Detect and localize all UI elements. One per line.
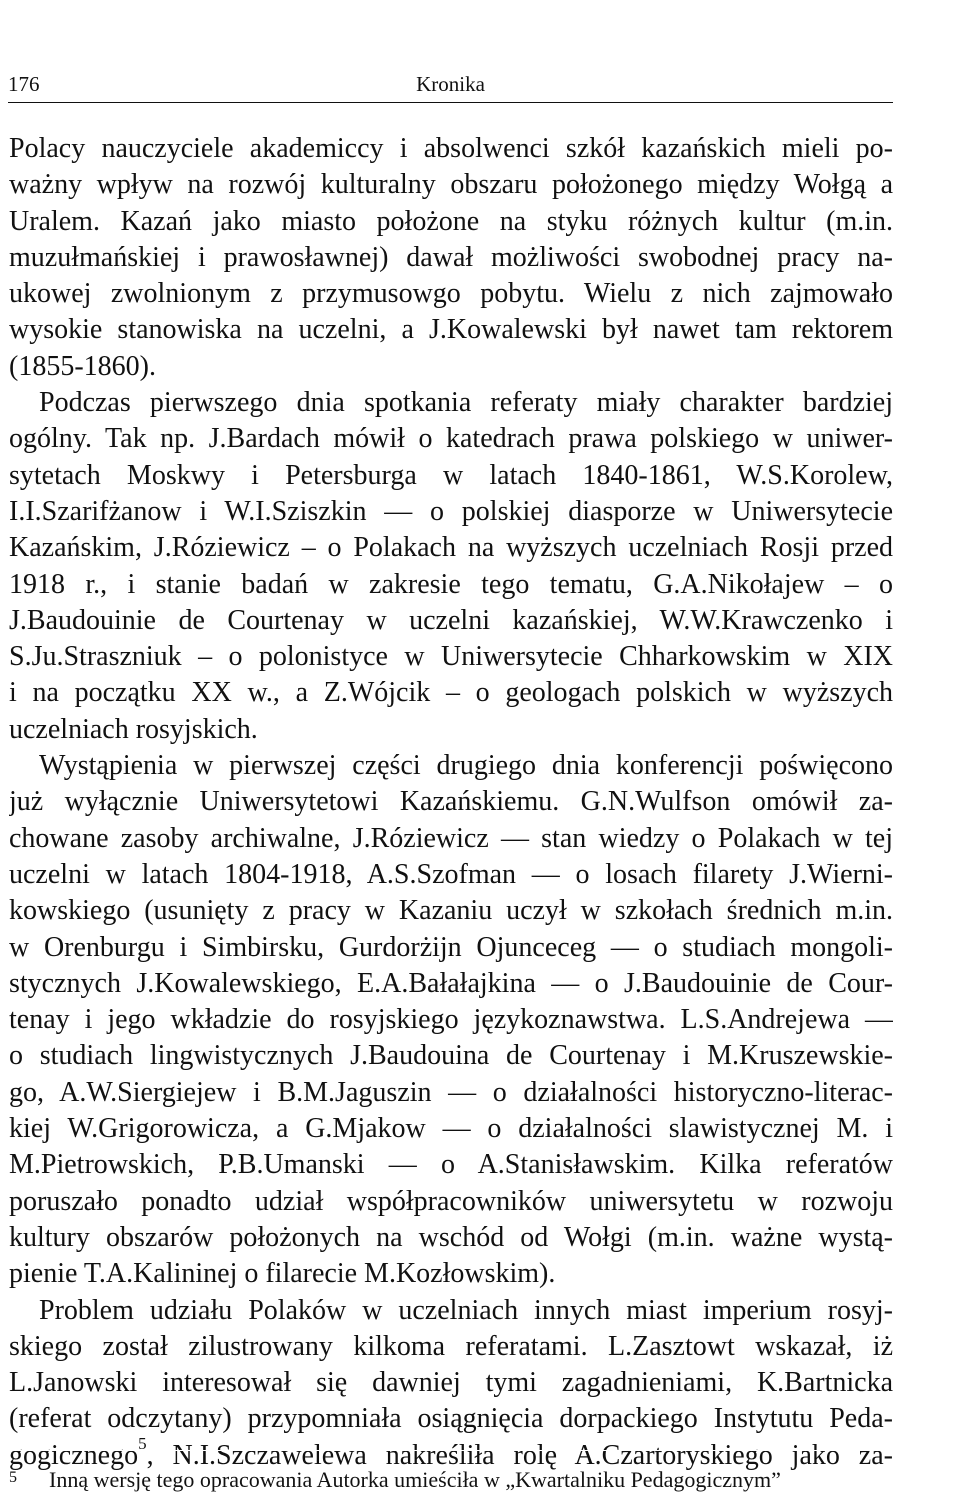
text-line: S.Ju.Straszniuk – o polonistyce w Uniwersytecie Chharkowskim w XIX bbox=[9, 641, 893, 673]
text-line: Kazańskim, J.Róziewicz – o Polakach na wyższych uczelniach Rosji przed bbox=[9, 532, 893, 564]
text-line: już wyłącznie Uniwersytetowi Kazańskiemu. G.N.Wulfson omówił za- bbox=[9, 786, 893, 818]
text-line: ukowej zwolnionym z przymusowgo pobytu. Wielu z nich zajmowało bbox=[9, 278, 893, 310]
text-segment: gogicznego bbox=[9, 1439, 139, 1471]
body-text bbox=[9, 131, 893, 1474]
footnote-text: Inną wersję tego opracowania Autorka umieściła w „Kwartalniku Pedagogicznym” bbox=[49, 1467, 781, 1492]
text-line: i na początku XX w., a Z.Wójcik – o geologach polskich w wyższych bbox=[9, 677, 893, 709]
text-line: wysokie stanowiska na uczelni, a J.Kowalewski był nawet tam rektorem bbox=[9, 314, 893, 346]
text-line: sytetach Moskwy i Petersburga w latach 1840-1861, W.S.Korolew, bbox=[9, 459, 893, 491]
text-line: go, A.W.Siergiejew i B.M.Jaguszin — o działalności historyczno-literac- bbox=[9, 1076, 893, 1108]
text-line: muzułmańskiej i prawosławnej) dawał możliwości swobodnej pracy na- bbox=[9, 241, 893, 273]
text-line: uczelniach rosyjskich. bbox=[9, 713, 258, 745]
text-line: Uralem. Kazań jako miasto położone na styku różnych kultur (m.in. bbox=[9, 205, 893, 237]
text-line: Wystąpienia w pierwszej części drugiego dnia konferencji poświęcono bbox=[39, 750, 893, 782]
running-head: Kronika bbox=[416, 72, 485, 96]
text-line: skiego został zilustrowany kilkoma referatami. L.Zasztowt wskazał, iż bbox=[9, 1330, 893, 1362]
text-line: Problem udziału Polaków w uczelniach innych miast imperium rosyj- bbox=[39, 1294, 893, 1326]
text-line: kiej W.Grigorowicza, a G.Mjakow — o działalności slawistycznej M. i bbox=[9, 1113, 893, 1145]
text-line: pienie T.A.Kalininej o filarecie M.Kozłowskim). bbox=[9, 1258, 556, 1290]
header-rule bbox=[8, 102, 893, 103]
text-line: ważny wpływ na rozwój kulturalny obszaru położonego między Wołgą a bbox=[9, 169, 893, 201]
text-line: Polacy nauczyciele akademiccy i absolwenci szkół kazańskich mieli po- bbox=[9, 133, 893, 164]
text-line: o studiach lingwistycznych J.Baudouina de Courtenay i M.Kruszewskie- bbox=[9, 1040, 893, 1072]
text-line: (referat odczytany) przypomniała osiągnięcia dorpackiego Instytutu Peda- bbox=[9, 1403, 893, 1435]
text-line: kowskiego (usunięty z pracy w Kazaniu uczył w szkołach średnich m.in. bbox=[9, 895, 893, 927]
footnote-marker: 5 bbox=[9, 1469, 17, 1486]
text-line: chowane zasoby archiwalne, J.Róziewicz — stan wiedzy o Polakach w tej bbox=[9, 822, 893, 854]
text-line: M.Pietrowskich, P.B.Umanski — o A.Stanisławskim. Kilka referatów bbox=[9, 1149, 893, 1181]
footnote-rule bbox=[9, 1450, 893, 1451]
text-line: stycznych J.Kowalewskiego, E.A.Bałałajkina — o J.Baudouinie de Cour- bbox=[9, 967, 893, 999]
text-line: kultury obszarów położonych na wschód od Wołgi (m.in. ważne wystą- bbox=[9, 1221, 893, 1253]
text-line: 1918 r., i stanie badań w zakresie tego tematu, G.A.Nikołajew – o bbox=[9, 568, 893, 600]
footnote-reference: 5 bbox=[138, 1437, 147, 1454]
text-line: tenay i jego wkładzie do rosyjskiego językoznawstwa. L.S.Andrejewa — bbox=[9, 1004, 893, 1036]
text-segment: , N.I.Szczawelewa nakreśliła rolę A.Czartoryskiego jako za- bbox=[146, 1439, 893, 1471]
text-line: uczelni w latach 1804-1918, A.S.Szofman — o losach filarety J.Wierni- bbox=[9, 858, 893, 890]
text-line: (1855-1860). bbox=[9, 350, 156, 382]
text-line: L.Janowski interesował się dawniej tymi zagadnieniami, K.Bartnicka bbox=[9, 1367, 893, 1399]
text-line: w Orenburgu i Simbirsku, Gurdorżijn Ojunceceg — o studiach mongoli- bbox=[9, 931, 893, 963]
footnote bbox=[9, 1463, 893, 1495]
text-line: Podczas pierwszego dnia spotkania referaty miały charakter bardziej bbox=[39, 387, 893, 419]
text-line: I.I.Szarifżanow i W.I.Sziszkin — o polskiej diasporze w Uniwersytecie bbox=[9, 495, 893, 527]
text-line: poruszało ponadto udział współpracowników uniwersytetu w rozwoju bbox=[9, 1185, 893, 1217]
page-number: 176 bbox=[8, 72, 40, 96]
text-line: J.Baudouinie de Courtenay w uczelni kazańskiej, W.W.Krawczenko i bbox=[9, 604, 893, 636]
text-line: ogólny. Tak np. J.Bardach mówił o katedrach prawa polskiego w uniwer- bbox=[9, 423, 893, 455]
page-header bbox=[8, 72, 893, 102]
